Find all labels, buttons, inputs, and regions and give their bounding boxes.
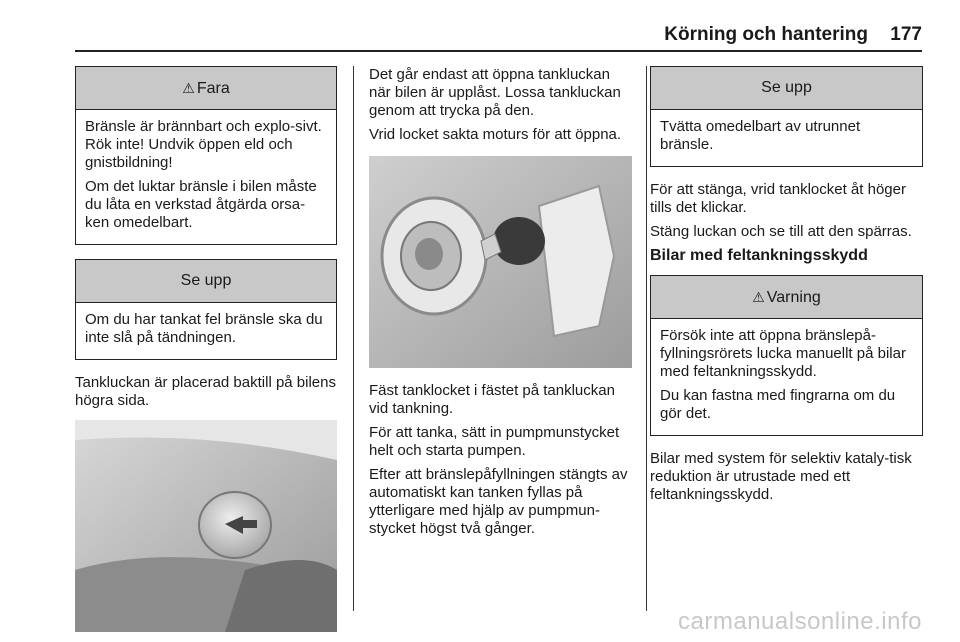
header-rule (75, 50, 922, 52)
column-divider (353, 66, 354, 611)
body-paragraph: Bilar med system för selektiv kataly-tisk reduktion är utrustade med ett feltankningsskydd. (650, 450, 912, 503)
column-divider (646, 66, 647, 611)
column-3 (650, 66, 923, 510)
warning-paragraph: Försök inte att öppna bränslepå-fyllningsrörets lucka manuellt på bilar med feltankningsskydd. (660, 327, 906, 380)
page-header (0, 0, 960, 50)
column-1 (75, 66, 337, 632)
caution-box-body (651, 110, 922, 166)
warning-triangle-icon: ⚠ (752, 289, 765, 305)
warning-paragraph: Du kan fastna med fingrarna om du gör det. (660, 387, 896, 422)
body-paragraph: Fäst tanklocket i fästet på tankluckan vid tankning. (369, 382, 615, 417)
body-paragraph: Efter att bränslepåfyllningen stängts av automatiskt kan tanken fyllas på ytterligare med hjälp av pumpmun-stycket högst två gånger. (369, 466, 628, 537)
danger-paragraph: Bränsle är brännbart och explo-sivt. Rök inte! Undvik öppen eld och gnistbildning! (85, 118, 322, 171)
caution-box-heading: Se upp (651, 67, 922, 110)
warning-box-body (651, 319, 922, 435)
caution-box-heading: Se upp (76, 260, 336, 303)
fuel-door-location-text: Tankluckan är placerad baktill på bilens högra sida. (75, 374, 336, 409)
body-paragraph: Det går endast att öppna tankluckan när bilen är upplåst. Lossa tankluckan genom att trycka på den. (369, 66, 621, 119)
page-title: Körning och hantering (664, 24, 868, 45)
body-paragraph: Stäng luckan och se till att den spärras. (650, 223, 912, 240)
danger-heading-text: Fara (196, 80, 230, 97)
warning-box (650, 275, 923, 436)
fuel-door-closed-image (75, 420, 337, 632)
fuel-cap-open-image (369, 156, 632, 368)
danger-box (75, 66, 337, 245)
body-paragraph: För att tanka, sätt in pumpmunstycket helt och starta pumpen. (369, 424, 620, 459)
caution-box-body (76, 303, 336, 359)
caution-paragraph: Tvätta omedelbart av utrunnet bränsle. (660, 118, 861, 153)
warning-box-heading (651, 276, 922, 319)
caution-box (75, 259, 337, 360)
danger-paragraph: Om det luktar bränsle i bilen måste du låta en verkstad åtgärda orsa-ken omedelbart. (85, 178, 317, 231)
danger-box-heading (76, 67, 336, 110)
warning-triangle-icon: ⚠ (182, 80, 195, 96)
body-paragraph: För att stänga, vrid tanklocket åt höger tills det klickar. (650, 181, 906, 216)
caution-paragraph: Om du har tankat fel bränsle ska du inte slå på tändningen. (85, 311, 323, 346)
page-number: 177 (890, 24, 922, 45)
column-2 (369, 66, 632, 544)
watermark: carmanualsonline.info (678, 608, 922, 635)
section-subheading: Bilar med feltankningsskydd (650, 247, 868, 264)
warning-heading-text: Varning (766, 289, 821, 306)
danger-box-body (76, 110, 336, 244)
caution-box (650, 66, 923, 167)
body-paragraph: Vrid locket sakta moturs för att öppna. (369, 126, 622, 143)
